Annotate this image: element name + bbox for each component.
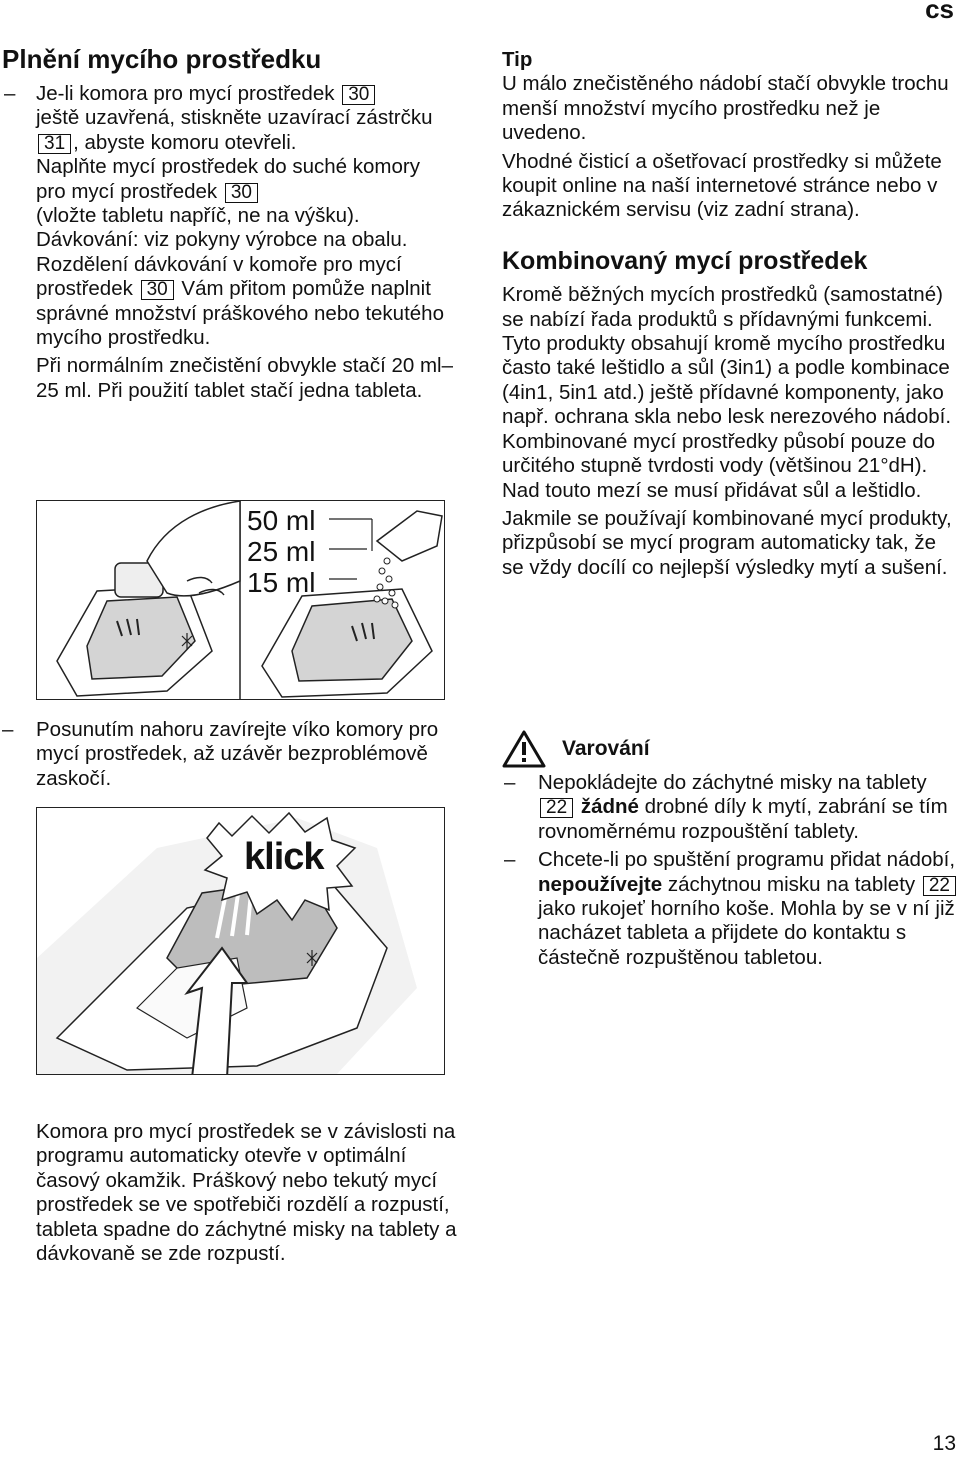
page-title: Plnění mycího prostředku: [2, 44, 322, 74]
text: Je-li komora pro mycí prostředek: [36, 82, 341, 105]
warning-item-1: [502, 771, 958, 844]
warning-header: [502, 730, 650, 768]
text: ještě uzavřená, stiskněte uzavírací zástrčku: [36, 106, 433, 130]
close-step: [0, 718, 460, 791]
division-note: [0, 253, 455, 351]
figure-close-lid: [36, 807, 445, 1075]
ref-31: 31: [38, 134, 71, 154]
ref-22: 22: [923, 876, 956, 896]
dose-label-50ml: 50 ml: [247, 505, 316, 536]
chamber-opening-note: [36, 1120, 461, 1266]
dose-label-25ml: 25 ml: [247, 536, 316, 567]
dose-labels: [247, 505, 315, 598]
figure-close-illustration: [37, 808, 444, 1074]
step-close-lid: – Posunutím nahoru zavírejte víko komory pro mycí prostředek, až uzávěr bezproblémově zaskočí.: [0, 718, 460, 791]
warning-item-2: [502, 848, 958, 970]
text: (vložte tabletu napříč, ne na výšku).: [36, 204, 360, 228]
bottom-paragraph: Komora pro mycí prostředek se v závislosti na programu automaticky otevře v optimální časový okamžik. Práškový nebo tekutý mycí prostředek se ve spotřebiči rozdělí a rozpustí, tableta spadne do záchytné misky na tablety a dávkovaně se zde rozpustí.: [36, 1120, 457, 1266]
figure-fill-detergent: [36, 500, 445, 700]
text: Vám přitom pomůže naplnit správné množství práškového nebo tekutého mycího prostředku.: [36, 277, 444, 350]
warning-list: [502, 771, 958, 970]
klick-label: klick: [244, 836, 324, 878]
ref-30: 30: [225, 183, 258, 203]
combo-paragraph-2: Jakmile se používají kombinované mycí produkty, přizpůsobí se mycí program automaticky tak, že se vždy docílí co nejlepší výsledky mytí a sušení.: [502, 506, 952, 579]
fill-instruction: [0, 155, 455, 228]
tip-title: Tip: [502, 48, 533, 71]
ref-30: 30: [141, 280, 174, 300]
combo-paragraph-1: Kromě běžných mycích prostředků (samostatné) se nabízí řada produktů s přídavnými funkcemi. Tyto produkty obsahují kromě mycího prostředku často také leštidlo a sůl (3in1) a podle kombinace (4in1, 5in1 atd.) ještě přídavné komponenty, jako např. ochrana skla nebo lesk nerezového nádobí. Kombinované mycí prostředky působí pouze do určitého stupně tvrdosti vody (většinou 21°dH). Nad touto mezí se musí přidávat sůl a leštidlo.: [502, 283, 952, 502]
ref-22: 22: [540, 798, 573, 818]
emphasis: nepoužívejte: [538, 872, 663, 896]
combo-heading: Kombinovaný mycí prostředek: [502, 246, 868, 275]
dose-label-15ml: 15 ml: [247, 567, 316, 598]
text: jako rukojeť horního koše. Mohla by se v ní již nacházet tableta a přijdete do kontaktu s částečně rozpuštěnou tabletou.: [538, 897, 955, 969]
dosage-note: Dávkování: viz pokyny výrobce na obalu.: [36, 228, 408, 252]
warning-triangle-icon: [502, 730, 546, 768]
left-column: [0, 82, 455, 403]
figure-fill-illustration: [37, 501, 444, 699]
amount-note: Při normálním znečistění obvykle stačí 20 ml–25 ml. Při použití tablet stačí jedna tableta.: [36, 354, 453, 402]
step-open-chamber: [0, 82, 455, 155]
language-code: cs: [925, 0, 954, 24]
warning-title: Varování: [562, 737, 650, 760]
text: , abyste komoru otevřeli.: [73, 130, 297, 154]
text: Rozdělení dávkování v komoře pro mycí prostředek: [36, 252, 402, 301]
text: Nepokládejte do záchytné misky na tablety: [538, 771, 927, 794]
page-number: 13: [932, 1432, 956, 1455]
text: Chcete-li po spuštění programu přidat nádobí,: [538, 848, 956, 872]
tip-paragraph-1: U málo znečistěného nádobí stačí obvykle trochu menší množství mycího prostředku než je uvedeno.: [502, 72, 949, 145]
text: záchytnou misku na tablety: [662, 872, 921, 896]
right-column: [502, 48, 958, 580]
ref-30: 30: [342, 85, 375, 105]
text: drobné díly k mytí, zabrání se tím rovnoměrnému rozpouštění tablety.: [538, 795, 948, 843]
text: Naplňte mycí prostředek do suché komory pro mycí prostředek: [36, 155, 420, 203]
tip-paragraph-2: Vhodné čisticí a ošetřovací prostředky si můžete koupit online na naší internetové stránce nebo v zákaznickém servisu (viz zadní strana).: [502, 149, 942, 222]
emphasis: žádné: [580, 795, 639, 819]
